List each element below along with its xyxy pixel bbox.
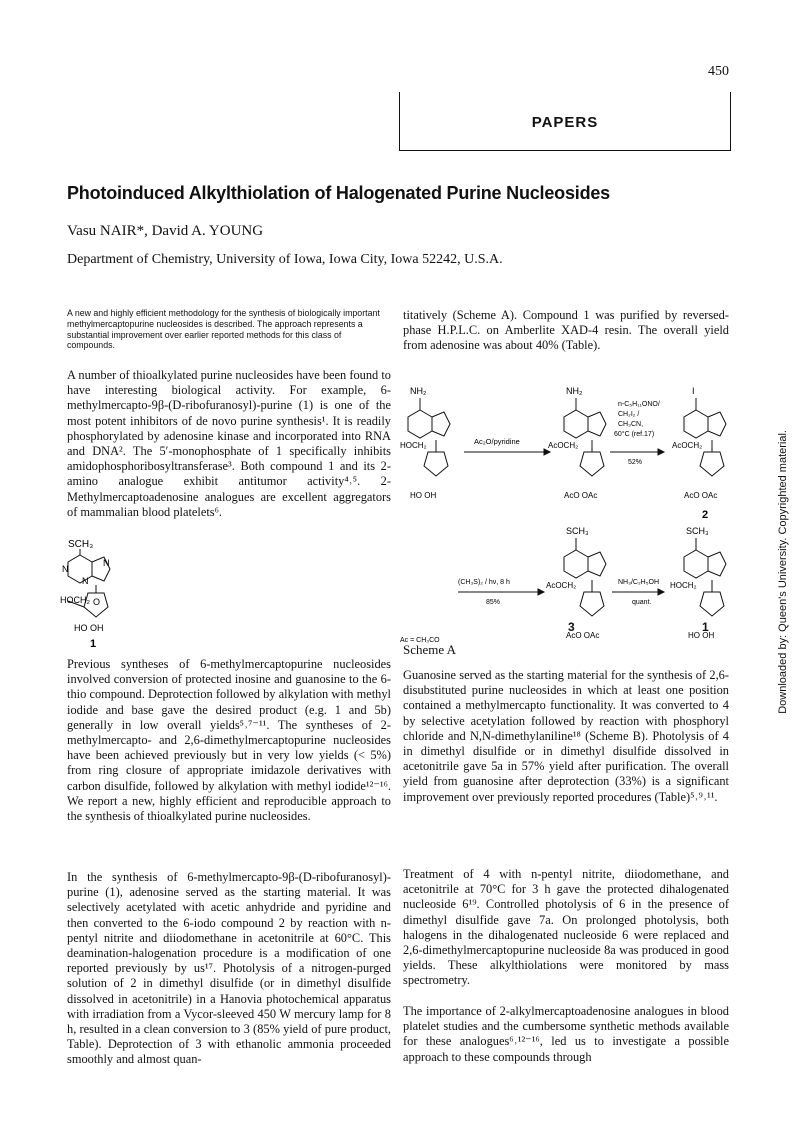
abstract: A new and highly efficient methodology for the synthesis of biologically important methylmercaptopurine nucleosides is described. The approach represents a substantial improvement over earlier reported methods for this class of compounds. — [67, 308, 380, 351]
diacetate-label: AcO OAc — [564, 491, 598, 500]
yield-52: 52% — [628, 459, 643, 466]
sch3-label: SCH₃ — [686, 526, 709, 536]
diacetate-label: AcO OAc — [566, 631, 600, 640]
compound-number: 1 — [90, 638, 97, 650]
reagent-diiodomethane: CH₂I₂ / — [618, 411, 640, 418]
reagent-deprotection: NH₃/C₂H₅OH — [618, 579, 660, 586]
right-top-paragraph: titatively (Scheme A). Compound 1 was purified by reversed-phase H.P.L.C. on Amberlite XAD-4 resin. The overall yield from adenosine was about 40% (Table). — [403, 308, 729, 353]
synthesis-paragraph: In the synthesis of 6-methylmercapto-9β-(D-ribofuranosyl)-purine (1), adenosine served as the starting material. It was selectively acetylated with acetic anhydride and pyridine and then converted to the 6-iodo compound 2 by reaction with n-pentyl nitrite and diiodomethane in acetonitrile at 60°C. This deamination-halogenation procedure is a modification of one reported previously by us¹⁷. Photolysis of a nitrogen-purged solution of 2 in dimethyl disulfide (or in dimethyl disulfide dissolved in acetonitrile) in a Hanovia photochemical apparatus with irradiation from a Vycor-sleeved 450 W mercury lamp for 8 h, resulted in a clean conversion to 3 (85% yield of pure product, Table). Deprotection of 3 with ethanolic ammonia proceeded smoothly and almost quan- — [67, 870, 391, 1067]
previous-syntheses-paragraph: Previous syntheses of 6-methylmercaptopurine nucleosides involved conversion of protected inosine and guanosine to the 6-thio compound. Deprotection followed by alkylation with methyl iodide and base gave the desired product (e.g. 1 and 5b) generally in low overall yields⁵˒⁷⁻¹¹. The syntheses of 2-methylmercapto- and 2,6-dimethylmercaptopurine nucleosides have been achieved previously but in very low yields (< 5%) from ring closure of appropriate imidazole derivatives with carbon disulfide, followed by alkylation with methyl iodide¹²⁻¹⁶. We report a new, highly efficient and reproducible approach to the synthesis of thioalkylated purine nucleosides. — [67, 657, 391, 824]
platelet-paragraph: The importance of 2-alkylmercaptoadenosine analogues in blood platelet studies and the cumbersome synthetic methods available for these analogues⁶˒¹²⁻¹⁶, led us to investigate a possible approach to these compounds through — [403, 1004, 729, 1064]
iodo-label: I — [692, 386, 695, 396]
dihalogenated-paragraph: Treatment of 4 with n-pentyl nitrite, diiodomethane, and acetonitrile at 70°C for 3 h gave the protected dihalogenated nucleoside 6¹⁹. Controlled photolysis of 6 in the presence of dimethyl disulfide gave 7a. On prolonged photolysis, both halogens in the dihalogenated nucleoside 6 were replaced and 2,6-dimethylmercaptopurine nucleoside 8a was produced in good yields. These alkylthiolations were monitored by mass spectrometry. — [403, 867, 729, 988]
acetyl-footnote: Ac = CH₃CO — [400, 637, 440, 644]
yield-quant: quant. — [632, 599, 652, 606]
hoch2-label: HOCH₂ — [60, 595, 90, 605]
article-title: Photoinduced Alkylthiolation of Halogenated Purine Nucleosides — [67, 183, 610, 203]
section-label: PAPERS — [531, 114, 599, 131]
structure-1 — [60, 535, 190, 650]
compound-1-label: 1 — [702, 620, 709, 634]
compound-2-label: 2 — [702, 509, 709, 521]
page-number: 450 — [708, 64, 729, 79]
diol-label: HO OH — [74, 623, 104, 633]
acoch2-label: AcOCH₂ — [546, 581, 577, 590]
reagent-nitrite: n-C₅H₁₁ONO/ — [618, 401, 660, 408]
reagent-temperature: 60°C (ref.17) — [614, 431, 655, 438]
scheme-label: Scheme A — [403, 642, 457, 657]
nh2-label: NH₂ — [410, 386, 427, 396]
n-atom: N — [62, 564, 69, 574]
yield-85: 85% — [486, 599, 501, 606]
section-header-box — [399, 92, 731, 151]
diacetate-label: AcO OAc — [684, 491, 718, 500]
reagent-acetonitrile: CH₃CN, — [618, 421, 644, 428]
ring-oxygen: O — [93, 597, 101, 607]
acoch2-label: AcOCH₂ — [548, 441, 579, 450]
download-watermark: Downloaded by: Queen's University. Copyrighted material. — [777, 430, 789, 714]
scheme-a — [396, 380, 736, 645]
article-affiliation: Department of Chemistry, University of Iowa, Iowa City, Iowa 52242, U.S.A. — [67, 252, 503, 267]
acoch2-label: AcOCH₂ — [672, 441, 703, 450]
sch3-label: SCH₃ — [566, 526, 589, 536]
n-atom: N — [82, 576, 89, 586]
article-authors: Vasu NAIR*, David A. YOUNG — [67, 223, 264, 239]
hoch2-label: HOCH₂ — [670, 581, 697, 590]
compound-3-label: 3 — [568, 620, 575, 634]
hoch2-label: HOCH₂ — [400, 441, 427, 450]
n-atom: N — [103, 558, 110, 568]
diol-label: HO OH — [688, 631, 715, 640]
sch3-label: SCH₃ — [68, 539, 94, 550]
guanosine-paragraph: Guanosine served as the starting material for the synthesis of 2,6-disubstituted purine nucleosides in which at least one position contained a methylmercapto functionality. It was converted to 4 by selective acetylation followed by reaction with phosphoryl chloride and N,N-dimethylaniline¹⁸ (Scheme B). Photolysis of 4 in dimethyl disulfide or in dimethyl disulfide dissolved in acetonitrile gave 5a in 57% yield after purification. The overall yield from guanosine after deprotection (33%) is a significant improvement over previously reported procedures (Table)⁵˒⁹˒¹¹. — [403, 668, 729, 804]
reagent-acetylation: Ac₂O/pyridine — [474, 437, 520, 446]
nh2-label: NH₂ — [566, 386, 583, 396]
intro-paragraph: A number of thioalkylated purine nucleosides have been found to have interesting biological activity. For example, 6-methylmercapto-9β-(D-ribofuranosyl)-purine (1) is one of the most potent inhibitors of de novo purine synthesis¹. It is readily phosphorylated by adenosine kinase and incorporated into RNA and DNA². The 5′-monophosphate of 1 specifically inhibits amidophosphoribosyltransferase³. Both compound 1 and its 2-amino analogue exhibit antitumor activity⁴˒⁵. 2-Methylmercaptoadenosine analogues are excellent aggregators of mammalian blood platelets⁶. — [67, 368, 391, 519]
diol-label: HO OH — [410, 491, 437, 500]
reagent-photolysis: (CH₃S)₂ / hν, 8 h — [458, 579, 510, 586]
